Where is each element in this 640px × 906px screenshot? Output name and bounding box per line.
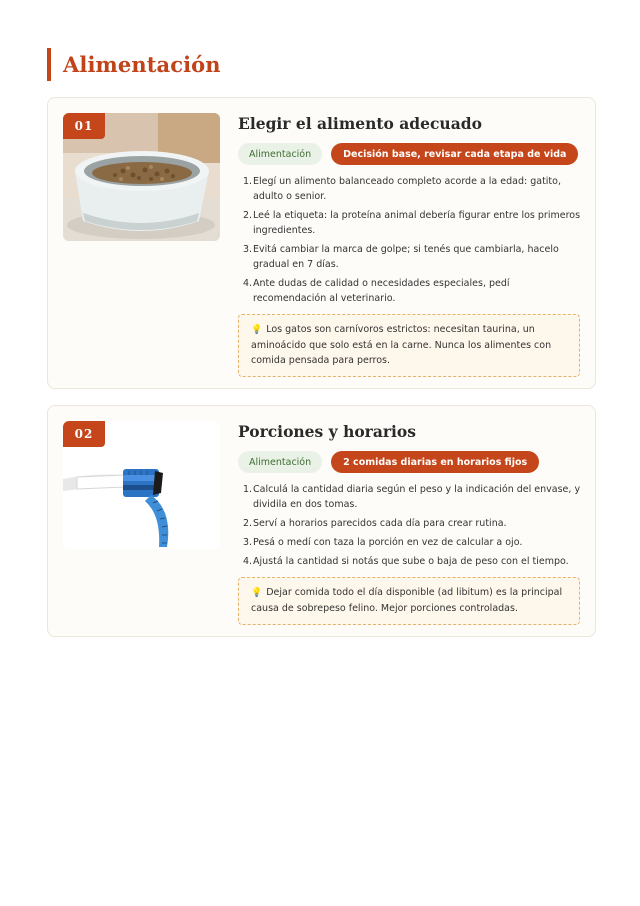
- card-porciones-horarios: [47, 405, 596, 637]
- steps-list: [243, 174, 583, 306]
- step-item: 4. Ante dudas de calidad o necesidades especiales, pedí recomendación al veterinario.: [243, 278, 510, 304]
- card-content: [238, 422, 583, 625]
- card-number-badge: 02: [63, 421, 105, 447]
- card-tags: [238, 143, 583, 165]
- card-title: Porciones y horarios: [238, 422, 417, 441]
- step-item: 2. Leé la etiqueta: la proteína animal debería figurar entre los primeros ingredientes.: [243, 210, 581, 236]
- lightbulb-icon: 💡: [251, 588, 263, 598]
- section-header: [47, 48, 221, 81]
- card-number-badge: 01: [63, 113, 105, 139]
- step-item: 1. Elegí un alimento balanceado completo acorde a la edad: gatito, adulto o senior.: [243, 176, 561, 202]
- step-item: 2. Serví a horarios parecidos cada día para crear rutina.: [243, 518, 507, 529]
- step-item: 4. Ajustá la cantidad si notás que sube o baja de peso con el tiempo.: [243, 556, 569, 567]
- card-content: [238, 114, 583, 377]
- steps-list: [243, 482, 583, 569]
- highlight-tag: 2 comidas diarias en horarios fijos: [331, 451, 539, 473]
- tip-text: Los gatos son carnívoros estrictos: necesitan taurina, un aminoácido que solo está en la carne. Nunca los alimentes con comida pensada para perros.: [251, 324, 552, 366]
- highlight-tag: Decisión base, revisar cada etapa de vida: [331, 143, 578, 165]
- lightbulb-icon: 💡: [251, 325, 263, 335]
- category-tag: Alimentación: [238, 451, 322, 473]
- category-tag: Alimentación: [238, 143, 322, 165]
- tip-box: [238, 314, 580, 377]
- card-title: Elegir el alimento adecuado: [238, 114, 482, 133]
- card-image: [63, 113, 220, 241]
- card-elegir-alimento: [47, 97, 596, 389]
- step-item: 3. Pesá o medí con taza la porción en vez de calcular a ojo.: [243, 537, 523, 548]
- section-title: Alimentación: [63, 52, 221, 77]
- card-tags: [238, 451, 583, 473]
- step-item: 3. Evitá cambiar la marca de golpe; si tenés que cambiarla, hacelo gradual en 7 días.: [243, 244, 559, 270]
- step-item: 1. Calculá la cantidad diaria según el peso y la indicación del envase, y dividila en dos tomas.: [243, 484, 581, 510]
- tip-box: [238, 577, 580, 625]
- tip-text: Dejar comida todo el día disponible (ad libitum) es la principal causa de sobrepeso felino. Mejor porciones controladas.: [251, 587, 563, 614]
- card-image: [63, 421, 220, 549]
